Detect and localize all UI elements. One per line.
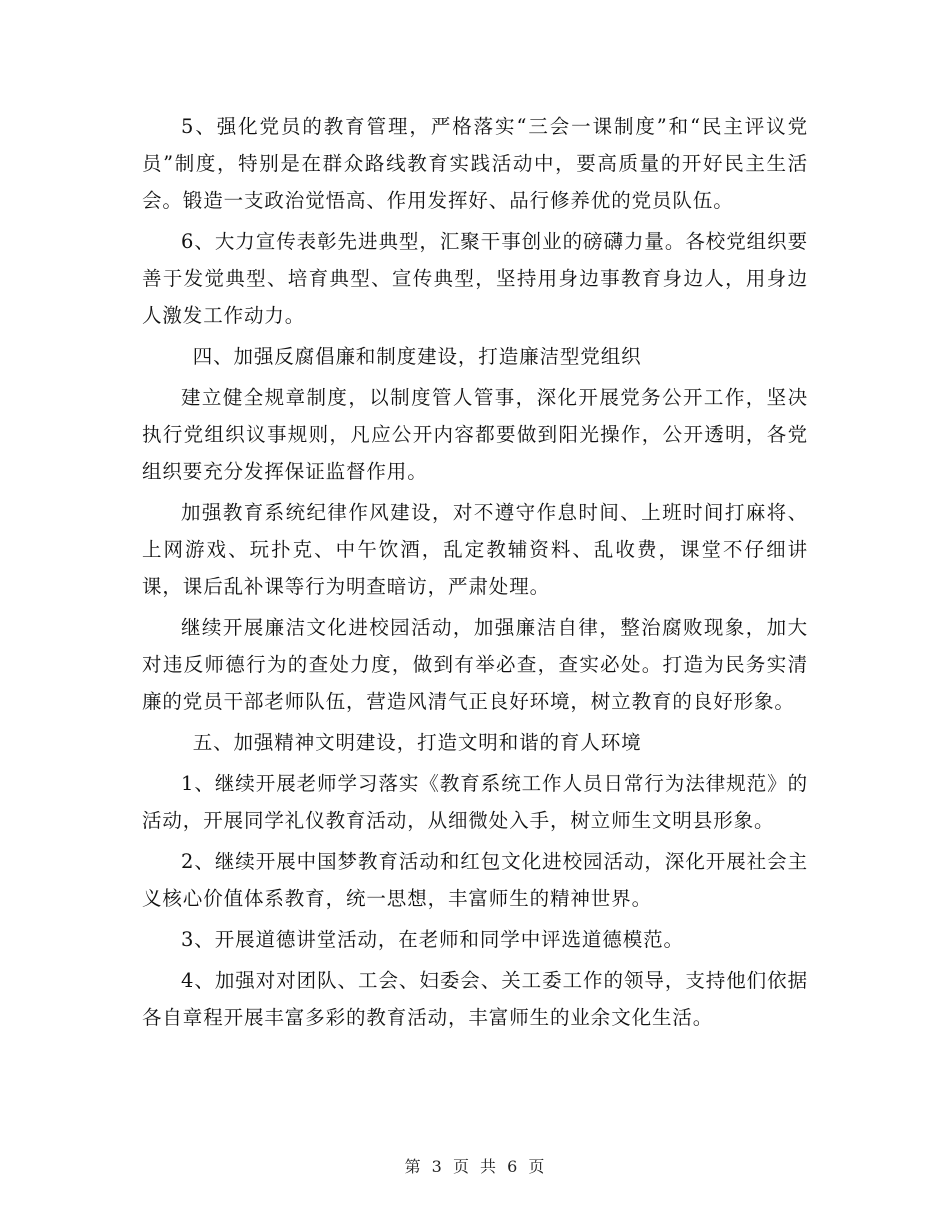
- paragraph-item-4: 4、加强对对团队、工会、妇委会、关工委工作的领导，支持他们依据各自章程开展丰富多彩的教育活动，丰富师生的业余文化生活。: [142, 969, 808, 1029]
- paragraph-discipline: 加强教育系统纪律作风建设，对不遵守作息时间、上班时间打麻将、上网游戏、玩扑克、中午饮酒，乱定教辅资料、乱收费，课堂不仔细讲课，课后乱补课等行为明查暗访，严肃处理。: [142, 501, 808, 598]
- paragraph-item-2: 2、继续开展中国梦教育活动和红包文化进校园活动，深化开展社会主义核心价值体系教育，统一思想，丰富师生的精神世界。: [142, 850, 808, 910]
- section-heading-4: 四、加强反腐倡廉和制度建设，打造廉洁型党组织: [192, 345, 642, 368]
- document-body: [142, 108, 808, 1040]
- paragraph-item-1: 1、继续开展老师学习落实《教育系统工作人员日常行为法律规范》的活动，开展同学礼仪教育活动，从细微处入手，树立师生文明县形象。: [142, 772, 808, 832]
- paragraph-rules-system: 建立健全规章制度，以制度管人管事，深化开展党务公开工作，坚决执行党组织议事规则，凡应公开内容都要做到阳光操作，公开透明，各党组织要充分发挥保证监督作用。: [142, 386, 808, 483]
- paragraph-item-6: 6、大力宣传表彰先进典型，汇聚干事创业的磅礴力量。各校党组织要善于发觉典型、培育典型、宣传典型，坚持用身边事教育身边人，用身边人激发工作动力。: [142, 230, 808, 327]
- section-heading-5: 五、加强精神文明建设，打造文明和谐的育人环境: [192, 731, 642, 754]
- page-number-footer: 第 3 页 共 6 页: [404, 1157, 546, 1176]
- paragraph-item-5: 5、强化党员的教育管理，严格落实“三会一课制度”和“民主评议党员”制度，特别是在群众路线教育实践活动中，要高质量的开好民主生活会。锻造一支政治觉悟高、作用发挥好、品行修养优的党员队伍。: [142, 115, 808, 212]
- paragraph-clean-culture: 继续开展廉洁文化进校园活动，加强廉洁自律，整治腐败现象，加大对违反师德行为的查处力度，做到有举必查，查实必处。打造为民务实清廉的党员干部老师队伍，营造风清气正良好环境，树立教育的良好形象。: [142, 616, 808, 713]
- paragraph-item-3: 3、开展道德讲堂活动，在老师和同学中评选道德模范。: [181, 928, 684, 951]
